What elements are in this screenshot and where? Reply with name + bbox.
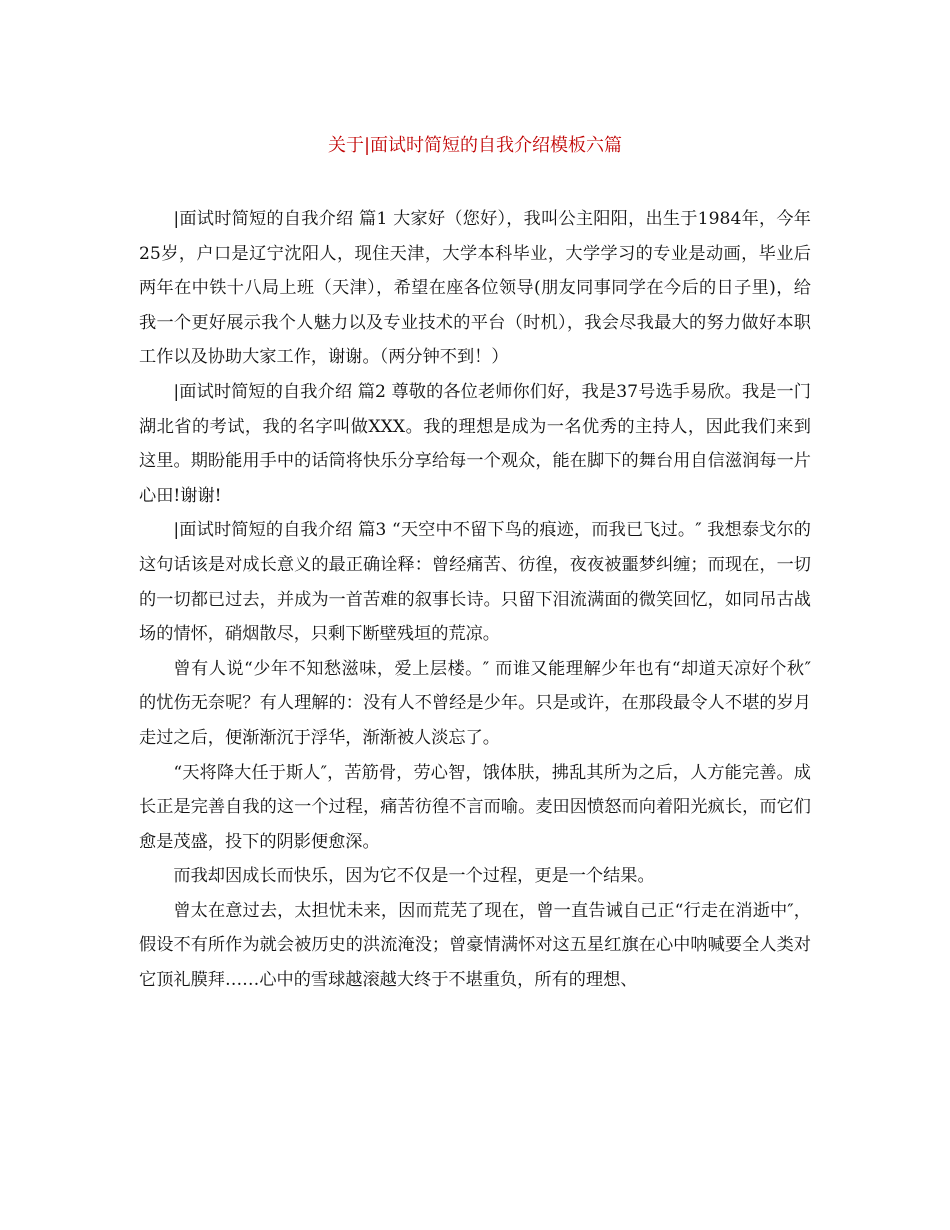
document-body bbox=[139, 202, 811, 998]
paragraph-1: |面试时简短的自我介绍 篇1 大家好（您好），我叫公主阳阳，出生于1984年，今年25岁，户口是辽宁沈阳人，现住天津，大学本科毕业，大学学习的专业是动画，毕业后两年在中铁十八局上班（天津），希望在座各位领导(朋友同事同学在今后的日子里)，给我一个更好展示我个人魅力以及专业技术的平台（时机），我会尽我最大的努力做好本职工作以及协助大家工作，谢谢。（两分钟不到！） bbox=[139, 209, 811, 368]
paragraph-7: 曾太在意过去，太担忧未来，因而荒芜了现在，曾一直告诫自己正“行走在消逝中″，假设不有所作为就会被历史的洪流淹没；曾豪情满怀对这五星红旗在心中呐喊要全人类对它顶礼膜拜……心中的雪球越滚越大终于不堪重负，所有的理想、 bbox=[139, 900, 811, 991]
paragraph-5: “天将降大任于斯人″，苦筋骨，劳心智，饿体肤，拂乱其所为之后，人方能完善。成长正是完善自我的这一个过程，痛苦彷徨不言而喻。麦田因愤怒而向着阳光疯长，而它们愈是茂盛，投下的阴影便愈深。 bbox=[139, 762, 811, 852]
document-title: 关于|面试时简短的自我介绍模板六篇 bbox=[327, 135, 623, 156]
paragraph-4: 曾有人说“少年不知愁滋味，爱上层楼。″ 而谁又能理解少年也有“却道天凉好个秋″ 的忧伤无奈呢？有人理解的：没有人不曾经是少年。只是或许，在那段最令人不堪的岁月走过之后，便渐渐沉于浮华，渐渐被人淡忘了。 bbox=[139, 658, 811, 748]
paragraph-6: 而我却因成长而快乐，因为它不仅是一个过程，更是一个结果。 bbox=[173, 866, 655, 887]
paragraph-2: |面试时简短的自我介绍 篇2 尊敬的各位老师你们好，我是37号选手易欣。我是一门湖北省的考试，我的名字叫做XXX。我的理想是成为一名优秀的主持人，因此我们来到这里。期盼能用手中的话筒将快乐分享给每一个观众，能在脚下的舞台用自信滋润每一片心田!谢谢! bbox=[139, 381, 811, 506]
paragraph-3: |面试时简短的自我介绍 篇3 “天空中不留下鸟的痕迹，而我已飞过。″ 我想泰戈尔的这句话该是对成长意义的最正确诠释：曾经痛苦、彷徨，夜夜被噩梦纠缠；而现在，一切的一切都已过去，并成为一首苦难的叙事长诗。只留下泪流满面的微笑回忆，如同吊古战场的情怀，硝烟散尽，只剩下断壁残垣的荒凉。 bbox=[139, 520, 811, 645]
